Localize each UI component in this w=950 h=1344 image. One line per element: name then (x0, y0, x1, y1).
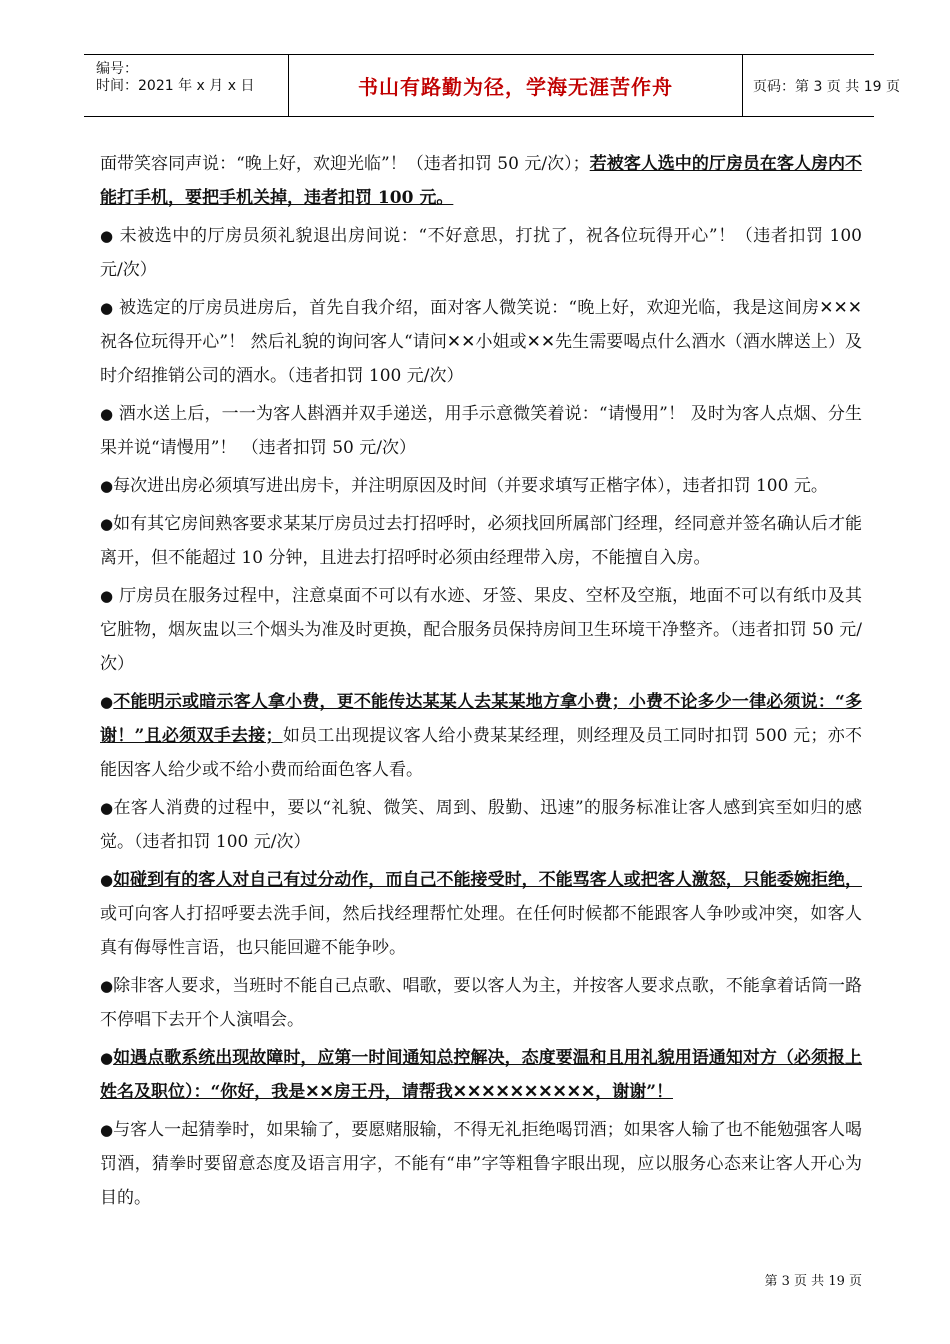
document-body (100, 147, 862, 1219)
paragraph (100, 219, 862, 287)
paragraph (100, 1113, 862, 1215)
bullet-icon: ● (100, 977, 114, 995)
emphasized-text: 如遇点歌系统出现故障时，应第一时间通知总控解决，态度要温和且用礼貌用语通知对方（必须报上姓名及职位）：“你好，我是✕✕房王丹，请帮我✕✕✕✕✕✕✕✕✕✕，谢谢”！ (100, 1048, 862, 1102)
page-footer: 第 3 页 共 19 页 (764, 1274, 862, 1289)
paragraph (100, 969, 862, 1037)
doc-number-label: 编号： (96, 61, 138, 77)
bullet-icon: ● (100, 799, 114, 817)
paragraph (100, 469, 862, 503)
paragraph (100, 147, 862, 215)
paragraph-text: 未被选中的厅房员须礼貌退出房间说：“不好意思，打扰了，祝各位玩得开心”！（违者扣罚 100 元/次） (100, 226, 862, 280)
header-meta (84, 55, 288, 116)
bullet-icon: ● (100, 515, 114, 533)
emphasized-text: 如碰到有的客人对自己有过分动作，而自己不能接受时，不能骂客人或把客人激怒，只能委婉拒绝， (113, 870, 862, 890)
bullet-icon: ● (100, 477, 114, 495)
bullet-icon: ● (100, 299, 114, 317)
paragraph-text: 如有其它房间熟客要求某某厅房员过去打招呼时，必须找回所属部门经理，经同意并签名确认后才能离开，但不能超过 10 分钟，且进去打招呼时必须由经理带入房，不能擅自入房。 (100, 514, 862, 568)
paragraph-text: 每次进出房必须填写进出房卡，并注明原因及时间（并要求填写正楷字体），违者扣罚 100 元。 (113, 476, 828, 496)
paragraph-text: 厅房员在服务过程中，注意桌面不可以有水迹、牙签、果皮、空杯及空瓶，地面不可以有纸巾及其它脏物，烟灰盅以三个烟头为准及时更换，配合服务员保持房间卫生环境干净整齐。（违者扣罚 50 元/次） (100, 586, 862, 674)
paragraph-text: 如员工出现提议客人给小费某某经理，则经理及员工同时扣罚 500 元；亦不能因客人给少或不给小费而给面色客人看。 (100, 726, 862, 780)
emphasized-text: 若被客人选中的厅房员在客人房内不能打手机，要把手机关掉，违者扣罚 100 元。 (100, 154, 862, 208)
doc-time-label: 时间：2021 年 x 月 x 日 (96, 78, 255, 94)
paragraph (100, 685, 862, 787)
bullet-icon: ● (100, 405, 114, 423)
paragraph (100, 863, 862, 965)
paragraph-text: 被选定的厅房员进房后，首先自我介绍，面对客人微笑说：“晚上好，欢迎光临，我是这间房✕✕✕祝各位玩得开心”！ 然后礼貌的询问客人“请问✕✕小姐或✕✕先生需要喝点什么酒水（酒水牌送上）及时介绍推销公司的酒水。（违者扣罚 100 元/次） (100, 298, 862, 386)
paragraph-text: 酒水送上后，一一为客人斟酒并双手递送，用手示意微笑着说：“请慢用”！ 及时为客人点烟、分生果并说“请慢用”！ （违者扣罚 50 元/次） (100, 404, 863, 458)
bullet-icon: ● (100, 1121, 114, 1139)
paragraph (100, 291, 862, 393)
paragraph (100, 397, 862, 465)
paragraph-text: 在客人消费的过程中，要以“礼貌、微笑、周到、殷勤、迅速”的服务标准让客人感到宾至如归的感觉。（违者扣罚 100 元/次） (100, 798, 862, 852)
paragraph-text: 与客人一起猜拳时，如果输了，要愿赌服输，不得无礼拒绝喝罚酒；如果客人输了也不能勉强客人喝罚酒，猜拳时要留意态度及语言用字，不能有“串”字等粗鲁字眼出现，应以服务心态来让客人开心为目的。 (100, 1120, 862, 1208)
header-page-number: 页码：第 3 页 共 19 页 (753, 78, 900, 95)
bullet-icon: ● (100, 1049, 114, 1067)
bullet-icon: ● (100, 693, 114, 711)
paragraph (100, 791, 862, 859)
paragraph (100, 1041, 862, 1109)
bullet-icon: ● (100, 587, 114, 605)
paragraph-text: 或可向客人打招呼要去洗手间，然后找经理帮忙处理。在任何时候都不能跟客人争吵或冲突，如客人真有侮辱性言语，也只能回避不能争吵。 (100, 904, 862, 958)
bullet-icon: ● (100, 227, 114, 245)
paragraph (100, 507, 862, 575)
emphasized-text: 不能明示或暗示客人拿小费，更不能传达某某人去某某地方拿小费；小费不论多少一律必须说：“多谢！”且必须双手去接； (100, 692, 862, 746)
paragraph (100, 579, 862, 681)
bullet-icon: ● (100, 871, 114, 889)
paragraph-text: 面带笑容同声说：“晚上好，欢迎光临”！（违者扣罚 50 元/次）； (100, 154, 590, 174)
page-header (84, 54, 900, 117)
header-motto: 书山有路勤为径，学海无涯苦作舟 (288, 55, 743, 116)
paragraph-text: 除非客人要求，当班时不能自己点歌、唱歌，要以客人为主，并按客人要求点歌，不能拿着话筒一路不停唱下去开个人演唱会。 (100, 976, 862, 1030)
